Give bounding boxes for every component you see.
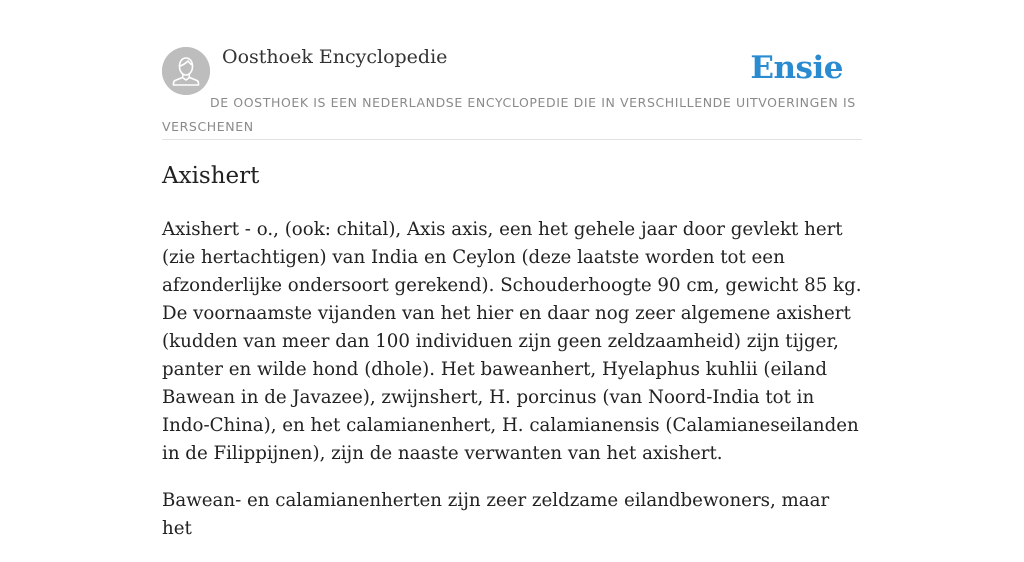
site-tagline: DE OOSTHOEK IS EEN NEDERLANDSE ENCYCLOPEDIE DIE IN VERSCHILLENDE UITVOERINGEN IS VERSCHENEN bbox=[162, 95, 856, 134]
page-container bbox=[162, 0, 862, 539]
site-header bbox=[162, 0, 862, 140]
article-body bbox=[162, 216, 862, 562]
user-avatar-icon[interactable] bbox=[162, 47, 210, 95]
article-paragraph: Axishert - o., (ook: chital), Axis axis, een het gehele jaar door gevlekt hert (zie hertachtigen) van India en Ceylon (deze laatste worden tot een afzonderlijke ondersoort gerekend). Schouderhoogte 90 cm, gewicht 85 kg. De voornaamste vijanden van het hier en daar nog zeer algemene axishert (kudden van meer dan 100 individuen zijn geen zeldzaamheid) zijn tijger, panter en wilde hond (dhole). Het baweanhert, Hyelaphus kuhlii (eiland Bawean in de Javazee), zwijnshert, H. porcinus (van Noord-India tot in Indo-China), en het calamianenhert, H. calamianensis (Calamianeseilanden in de Filippijnen), zijn de naaste verwanten van het axishert. bbox=[162, 219, 862, 464]
brand-logo[interactable]: Ensie bbox=[750, 50, 843, 86]
article-paragraph: Bawean- en calamianenherten zijn zeer zeldzame eilandbewoners, maar het bbox=[162, 490, 830, 539]
site-name[interactable]: Oosthoek Encyclopedie bbox=[222, 46, 448, 68]
article-title: Axishert bbox=[162, 163, 260, 189]
